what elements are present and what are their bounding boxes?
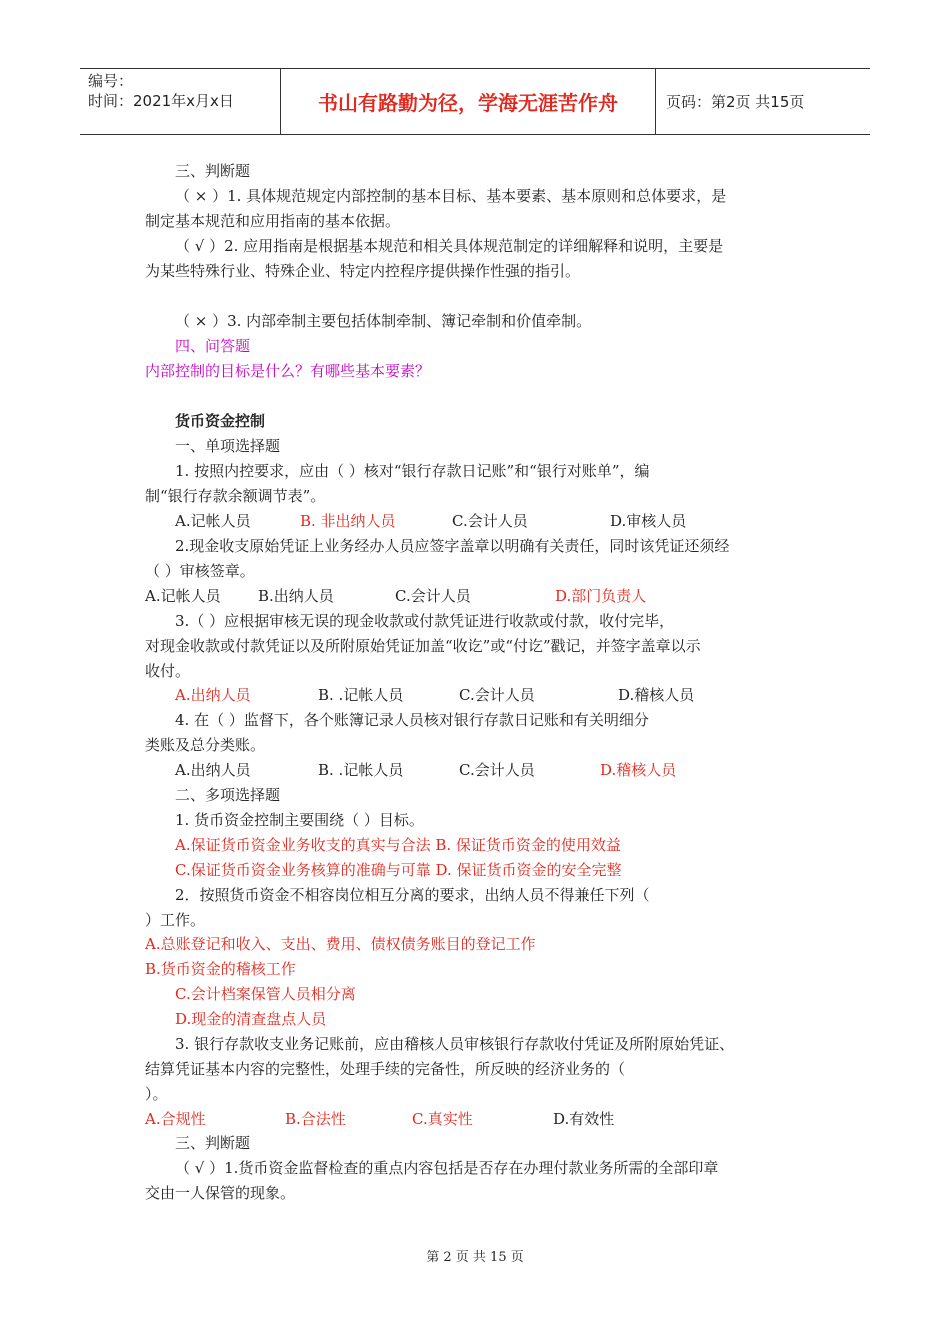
time-label: 时间：2021年x月x日 xyxy=(88,92,234,110)
answer-option: C.会计人员 xyxy=(459,761,535,779)
text-line: ）工作。 xyxy=(145,911,206,929)
text-line: 1. 按照内控要求，应由（ ）核对“银行存款日记账”和“银行对账单”，编 xyxy=(175,462,650,480)
text-line: A.保证货币资金业务收支的真实与合法 B. 保证货币资金的使用效益 xyxy=(175,836,621,854)
text-line: 4. 在（ ）监督下，各个账簿记录人员核对银行存款日记账和有关明细分 xyxy=(175,711,649,729)
answer-option: D.审核人员 xyxy=(610,512,687,530)
text-line: 制“银行存款余额调节表”。 xyxy=(145,487,326,505)
page-header xyxy=(80,68,870,135)
answer-option: D.有效性 xyxy=(553,1110,615,1128)
answer-option: B.出纳人员 xyxy=(258,587,334,605)
text-line: 三、判断题 xyxy=(175,162,251,180)
text-line: （ × ）1. 具体规范规定内部控制的基本目标、基本要素、基本原则和总体要求，是 xyxy=(175,187,727,205)
answer-option: C.真实性 xyxy=(412,1110,473,1128)
text-line: （ √ ）2. 应用指南是根据基本规范和相关具体规范制定的详细解释和说明，主要是 xyxy=(175,237,724,255)
header-motto: 书山有路勤为径，学海无涯苦作舟 xyxy=(280,69,656,134)
page-footer: 第 2 页 共 15 页 xyxy=(426,1250,524,1265)
text-line: 交由一人保管的现象。 xyxy=(145,1184,296,1202)
text-line: 二、多项选择题 xyxy=(175,786,281,804)
text-line: （ × ）3. 内部牵制主要包括体制牵制、簿记牵制和价值牵制。 xyxy=(175,312,592,330)
text-line: B.货币资金的稽核工作 xyxy=(145,960,296,978)
text-line: 内部控制的目标是什么？有哪些基本要素？ xyxy=(145,362,431,380)
text-line: 一、单项选择题 xyxy=(175,437,281,455)
answer-option: C.会计人员 xyxy=(452,512,528,530)
answer-option: A.记帐人员 xyxy=(175,512,251,530)
text-line: 1. 货币资金控制主要围绕（ ）目标。 xyxy=(175,811,424,829)
text-line: 为某些特殊行业、特殊企业、特定内控程序提供操作性强的指引。 xyxy=(145,262,581,280)
answer-option: A.记帐人员 xyxy=(145,587,221,605)
text-line: 制定基本规范和应用指南的基本依据。 xyxy=(145,212,401,230)
text-line: C.会计档案保管人员相分离 xyxy=(175,985,356,1003)
answer-option: B. 非出纳人员 xyxy=(300,512,396,530)
text-line: 2．按照货币资金不相容岗位相互分离的要求，出纳人员不得兼任下列（ xyxy=(175,886,650,904)
text-line: 2.现金收支原始凭证上业务经办人员应签字盖章以明确有关责任，同时该凭证还须经 xyxy=(175,537,730,555)
text-line: 四、问答题 xyxy=(175,337,251,355)
section-title: 货币资金控制 xyxy=(175,412,266,430)
answer-option: B. .记帐人员 xyxy=(318,761,404,779)
answer-option: A.出纳人员 xyxy=(175,761,251,779)
answer-option: A.合规性 xyxy=(145,1110,206,1128)
text-line: 三、判断题 xyxy=(175,1134,251,1152)
answer-option: C.会计人员 xyxy=(395,587,471,605)
number-label: 编号： xyxy=(88,72,134,90)
text-line: A.总账登记和收入、支出、费用、债权债务账目的登记工作 xyxy=(145,935,536,953)
text-line: （ ）审核签章。 xyxy=(145,562,255,580)
answer-option: B. .记帐人员 xyxy=(318,686,404,704)
answer-option: A.出纳人员 xyxy=(175,686,251,704)
answer-option: D.稽核人员 xyxy=(618,686,695,704)
text-line: 对现金收款或付款凭证以及所附原始凭证加盖“收讫”或“付讫”戳记，并签字盖章以示 xyxy=(145,637,701,655)
text-line: 结算凭证基本内容的完整性，处理手续的完备性，所反映的经济业务的（ xyxy=(145,1060,626,1078)
text-line: C.保证货币资金业务核算的准确与可靠 D. 保证货币资金的安全完整 xyxy=(175,861,622,879)
text-line: ）。 xyxy=(145,1085,168,1103)
text-line: 类账及总分类账。 xyxy=(145,736,266,754)
text-line: （ √ ）1.货币资金监督检查的重点内容包括是否存在办理付款业务所需的全部印章 xyxy=(175,1159,719,1177)
header-page-info: 页码：第2页 共15页 xyxy=(666,93,805,111)
text-line: 3. 银行存款收支业务记账前，应由稽核人员审核银行存款收付凭证及所附原始凭证、 xyxy=(175,1035,735,1053)
answer-option: D.部门负责人 xyxy=(555,587,647,605)
header-meta xyxy=(80,69,280,134)
answer-option: D.稽核人员 xyxy=(600,761,677,779)
text-line: 3.（ ）应根据审核无误的现金收款或付款凭证进行收款或付款，收付完毕， xyxy=(175,612,675,630)
text-line: D.现金的清查盘点人员 xyxy=(175,1010,327,1028)
answer-option: C.会计人员 xyxy=(459,686,535,704)
text-line: 收付。 xyxy=(145,662,191,680)
answer-option: B.合法性 xyxy=(285,1110,346,1128)
